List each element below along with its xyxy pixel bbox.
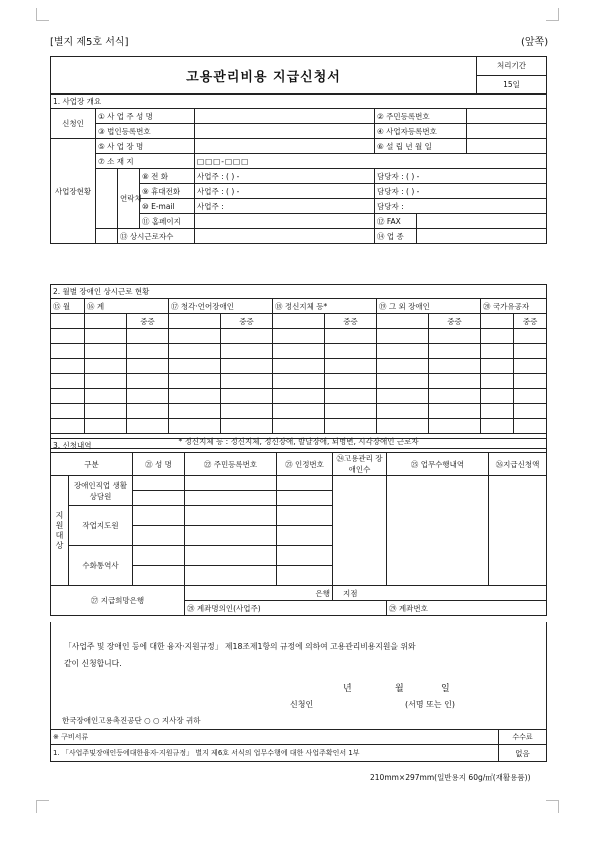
docs-item: 1. 「사업주및장애인등에대한융자·지원규정」 별지 제6호 서식의 업무수행에 대한 사업주확인서 1부 bbox=[51, 745, 499, 762]
branch-field[interactable]: 지점 bbox=[333, 586, 547, 601]
industry-field[interactable] bbox=[417, 229, 547, 244]
crop-mark-br bbox=[546, 800, 559, 813]
col-other: ⑲ 그 외 장애인 bbox=[377, 299, 481, 314]
spacer bbox=[96, 229, 118, 244]
severe-total: 중증 bbox=[127, 314, 169, 329]
cell bbox=[481, 314, 514, 329]
col-cert: ㉓ 인정번호 bbox=[277, 453, 333, 476]
statement-box bbox=[50, 622, 547, 730]
section2-footnote: * 정신지체 등 : 정신지체, 정신장애, 발달장애, 뇌병변, 시각장애인 근로자 bbox=[51, 434, 547, 449]
resident-no-label: ② 주민등록번호 bbox=[375, 109, 467, 124]
row-instructor: 작업지도원 bbox=[69, 506, 133, 546]
table-row bbox=[51, 419, 547, 434]
severe-merit: 중증 bbox=[514, 314, 547, 329]
col-hearing: ⑰ 청각·언어장애인 bbox=[169, 299, 273, 314]
email-label: ⑩ E-mail bbox=[140, 199, 195, 214]
account-field[interactable]: ㉙ 계좌번호 bbox=[387, 601, 547, 616]
section2-table bbox=[50, 284, 547, 449]
section1-heading: 1. 사업장 개요 bbox=[51, 95, 547, 109]
target-label: 지원대상 bbox=[51, 476, 69, 586]
contact-label: 연락처 bbox=[118, 169, 140, 229]
col-type: 구분 bbox=[51, 453, 133, 476]
homepage-field[interactable] bbox=[195, 214, 375, 229]
sign-applicant: 신청인 bbox=[290, 700, 314, 709]
owner-name-label: ① 사 업 주 성 명 bbox=[96, 109, 195, 124]
form-number: [별지 제5호 서식] bbox=[50, 37, 129, 48]
mobile-label: ⑨ 휴대전화 bbox=[140, 184, 195, 199]
bank-field[interactable]: 은행 bbox=[185, 586, 333, 601]
mobile-manager[interactable]: 담당자 : ( ) - bbox=[375, 184, 547, 199]
phone-label: ⑧ 전 화 bbox=[140, 169, 195, 184]
fax-field[interactable] bbox=[417, 214, 547, 229]
phone-manager[interactable]: 담당자 : ( ) - bbox=[375, 169, 547, 184]
owner-name-field[interactable] bbox=[195, 109, 375, 124]
sign-note: (서명 또는 인) bbox=[405, 700, 455, 709]
crop-mark-bl bbox=[36, 800, 49, 813]
table-row bbox=[51, 374, 547, 389]
fax-label: ⑫ FAX bbox=[375, 214, 417, 229]
date-day: 일 bbox=[441, 684, 450, 694]
col-amount: ㉖지급신청액 bbox=[489, 453, 547, 476]
email-manager[interactable]: 담당자 : bbox=[375, 199, 547, 214]
monthly-rows bbox=[51, 329, 547, 434]
row-counselor: 장애인직업 생활상담원 bbox=[69, 476, 133, 506]
founded-label: ⑥ 설 립 년 월 일 bbox=[375, 139, 467, 154]
cell bbox=[377, 314, 429, 329]
corp-no-field[interactable] bbox=[195, 124, 375, 139]
date-year: 년 bbox=[343, 684, 352, 694]
docs-heading: ※ 구비서류 bbox=[51, 730, 499, 745]
col-total: ⑯ 계 bbox=[85, 299, 169, 314]
recipient: 한국장애인고용촉진공단 ○ ○ 지사장 귀하 bbox=[62, 716, 201, 725]
cell bbox=[169, 314, 221, 329]
table-row bbox=[51, 404, 547, 419]
section2-heading: 2. 월별 장애인 상시근로 현황 bbox=[51, 285, 547, 299]
mobile-owner[interactable]: 사업주 : ( ) - bbox=[195, 184, 375, 199]
table-row bbox=[51, 359, 547, 374]
homepage-label: ⑪ 홈페이지 bbox=[140, 214, 195, 229]
holder-field[interactable]: ㉘ 계좌명의인(사업주) bbox=[185, 601, 387, 616]
address-label: ⑦ 소 재 지 bbox=[96, 154, 195, 169]
biz-no-field[interactable] bbox=[467, 124, 547, 139]
workplace-name-field[interactable] bbox=[195, 139, 375, 154]
statement-line1: 「사업주 및 장애인 등에 대한 융자·지원규정」 제18조제1항의 규정에 의하여 고용관리비용지원을 위와 bbox=[64, 642, 416, 651]
cell bbox=[51, 314, 85, 329]
period-label: 처리기간 bbox=[477, 57, 547, 76]
cell bbox=[85, 314, 127, 329]
title-table bbox=[50, 56, 547, 94]
applicant-label: 신청인 bbox=[51, 109, 96, 139]
col-count: ㉔고용관리 장애인수 bbox=[333, 453, 387, 476]
date-month: 월 bbox=[395, 684, 404, 694]
crop-mark-tl bbox=[36, 8, 49, 21]
severe-mental: 중증 bbox=[325, 314, 377, 329]
workers-field[interactable] bbox=[195, 229, 375, 244]
phone-owner[interactable]: 사업주 : ( ) - bbox=[195, 169, 375, 184]
period-value: 15일 bbox=[477, 75, 547, 94]
cell bbox=[273, 314, 325, 329]
col-merit: ⑳ 국가유공자 bbox=[481, 299, 547, 314]
address-field[interactable]: □□□-□□□ bbox=[195, 154, 547, 169]
page-side: (앞쪽) bbox=[521, 37, 549, 48]
col-resident: ㉒ 주민등록번호 bbox=[185, 453, 277, 476]
table-row bbox=[51, 389, 547, 404]
statement-line2: 같이 신청합니다. bbox=[64, 659, 122, 668]
fee-label: 수수료 bbox=[499, 730, 547, 745]
section3-heading: 3. 신청내역 bbox=[51, 439, 547, 453]
crop-mark-tr bbox=[546, 8, 559, 21]
industry-label: ⑭ 업 종 bbox=[375, 229, 417, 244]
form-title: 고용관리비용 지급신청서 bbox=[51, 57, 477, 94]
col-mental: ⑱ 정신지체 등* bbox=[273, 299, 377, 314]
founded-field[interactable] bbox=[467, 139, 547, 154]
section1-table bbox=[50, 94, 547, 244]
email-owner[interactable]: 사업주 : bbox=[195, 199, 375, 214]
section3-table bbox=[50, 438, 547, 616]
paper-spec: 210mm×297mm(일반용지 60g/㎡(재활용품)) bbox=[370, 773, 531, 782]
resident-no-field[interactable] bbox=[467, 109, 547, 124]
col-month: ⑮ 월 bbox=[51, 299, 85, 314]
fee-value: 없음 bbox=[499, 745, 547, 762]
docs-table bbox=[50, 729, 547, 762]
table-row bbox=[51, 344, 547, 359]
severe-hearing: 중증 bbox=[221, 314, 273, 329]
severe-other: 중증 bbox=[429, 314, 481, 329]
corp-no-label: ③ 법인등록번호 bbox=[96, 124, 195, 139]
bank-label: ㉗ 지급희망은행 bbox=[51, 586, 185, 616]
biz-no-label: ④ 사업자등록번호 bbox=[375, 124, 467, 139]
left-spacer bbox=[96, 169, 118, 229]
row-interpreter: 수화통역사 bbox=[69, 546, 133, 586]
workplace-name-label: ⑤ 사 업 장 명 bbox=[96, 139, 195, 154]
status-label: 사업장현황 bbox=[51, 139, 96, 244]
table-row bbox=[51, 329, 547, 344]
col-duty: ㉕ 업무수행내역 bbox=[387, 453, 489, 476]
workers-label: ⑬ 상시근로자수 bbox=[118, 229, 195, 244]
col-name: ㉑ 성 명 bbox=[133, 453, 185, 476]
